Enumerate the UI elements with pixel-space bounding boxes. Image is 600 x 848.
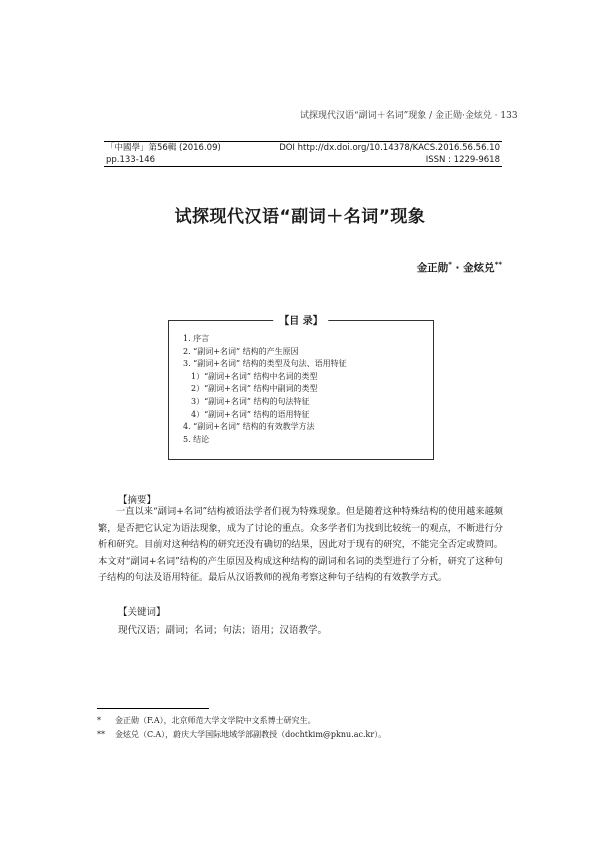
running-head: 试探现代汉语“副词＋名词”现象 / 金正勋·金炫兑 · 133	[300, 111, 518, 121]
toc-heading: 【目 录】	[273, 312, 328, 327]
publication-meta	[104, 141, 502, 167]
toc-subitem: 1）“副词+名词” 结构中名词的类型	[191, 371, 318, 381]
doi-link[interactable]: DOI http://dx.doi.org/10.14378/KACS.2016.56.56.10	[279, 143, 500, 153]
toc-subitem: 4）“副词+名词” 结构的语用特征	[191, 409, 310, 419]
footnote-mark: **	[97, 730, 105, 739]
keywords-label: 【关键词】	[118, 607, 166, 618]
abstract-text: 一直以来“副词+名词”结构被语法学者们视为特殊现象。但是随着这种特殊结构的使用越来越频繁，是否把它认定为语法现象，成为了讨论的重点。众多学者们为找到比较统一的观点，不断进行分析和研究。目前对这种结构的研究还没有确切的结果，因此对于现有的研究，不能完全否定或赞同。本文对“副词+名词”结构的产生原因及构成这种结构的副词和名词的类型进行了分析，研究了这种句子结构的句法及语用特征。最后从汉语教师的视角考察这种句子结构的有效教学方式。	[98, 506, 503, 584]
paper-title: 试探现代汉语“副词＋名词”现象	[174, 207, 426, 227]
footnote-text: 金正勋（F.A），北京师范大学文学院中文系博士研究生。	[115, 716, 316, 725]
footnote	[97, 728, 386, 742]
toc-item: 2. “副词+名词” 结构的产生原因	[183, 346, 299, 356]
footnote	[97, 714, 386, 728]
table-of-contents	[168, 316, 434, 460]
author-name: 金正勋	[416, 262, 449, 274]
keywords-text: 现代汉语；副词；名词；句法；语用；汉语教学。	[118, 625, 328, 636]
toc-subitem: 2）“副词+名词” 结构中副词的类型	[191, 384, 318, 394]
author-line	[417, 260, 502, 275]
toc-subitem: 3）“副词+名词” 结构的句法特征	[191, 396, 310, 406]
meta-right	[279, 142, 500, 166]
journal-issue: 「中國學」第56輯 (2016.09)	[106, 143, 221, 153]
footnotes	[97, 714, 386, 742]
issn: ISSN : 1229-9618	[425, 155, 500, 165]
footnote-mark: *	[97, 716, 101, 725]
toc-list	[183, 333, 347, 446]
abstract-label: 【摘要】	[118, 495, 157, 506]
toc-item: 1. 序言	[183, 334, 210, 343]
toc-item: 4. “副词+名词” 结构的有效教学方法	[183, 422, 315, 432]
toc-item: 5. 结论	[183, 434, 210, 444]
author-separator: ·	[451, 262, 464, 274]
toc-item: 3. “副词+名词” 结构的类型及句法、语用特征	[183, 359, 347, 369]
author-footnote-mark: *	[448, 260, 452, 269]
footnote-divider	[97, 708, 209, 709]
meta-left	[106, 142, 221, 166]
footnote-text: 金炫兑（C.A），蔚庆大学国际地域学部副教授（dochtkim@pknu.ac.kr）。	[115, 730, 387, 739]
page-range: pp.133-146	[106, 155, 156, 165]
author-name: 金炫兑	[463, 262, 495, 274]
author-footnote-mark: **	[494, 260, 502, 269]
